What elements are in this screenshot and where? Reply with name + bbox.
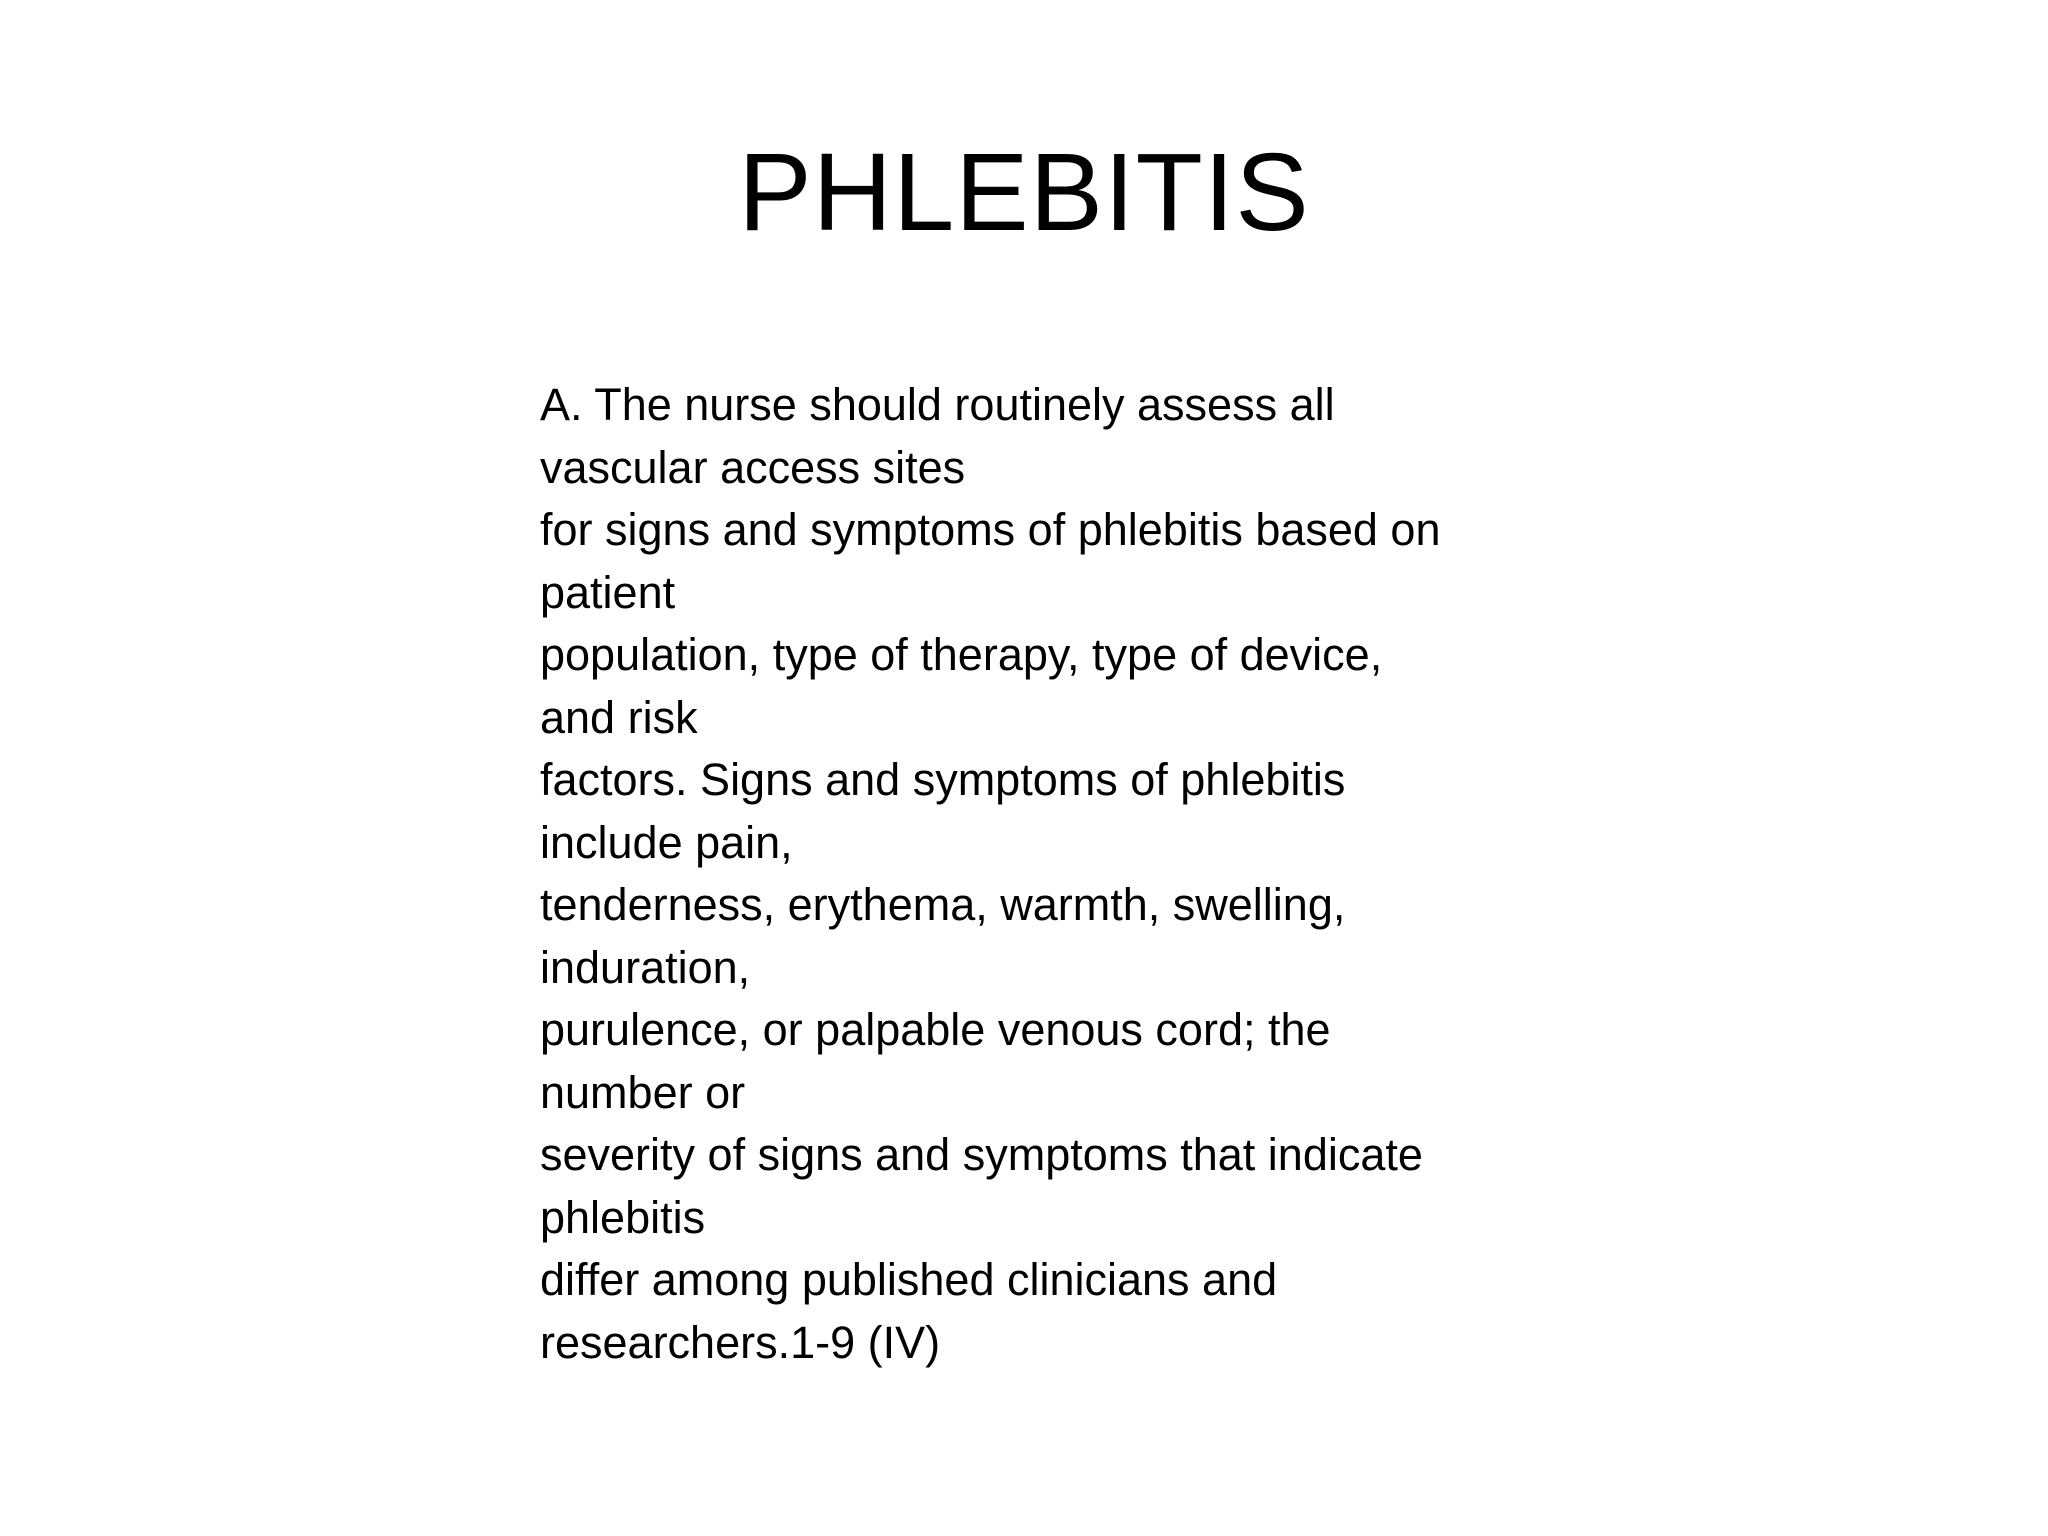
body-line: phlebitis [540, 1191, 706, 1243]
slide-title: PHLEBITIS [738, 131, 1310, 254]
body-line: factors. Signs and symptoms of phlebitis [540, 754, 1346, 805]
body-line: researchers.1-9 (IV) [540, 1316, 941, 1368]
slide-body [540, 374, 1540, 1374]
body-line: patient [540, 566, 676, 618]
body-line: include pain, [540, 816, 793, 868]
body-line: purulence, or palpable venous cord; the [540, 1004, 1331, 1055]
body-line: number or [540, 1066, 746, 1118]
body-line: for signs and symptoms of phlebitis based on [540, 504, 1441, 555]
body-line: differ among published clinicians and [540, 1254, 1278, 1305]
body-line: tenderness, erythema, warmth, swelling, [540, 879, 1346, 930]
body-line: and risk [540, 691, 698, 743]
body-line: severity of signs and symptoms that indicate [540, 1129, 1423, 1180]
body-line: population, type of therapy, type of device, [540, 629, 1383, 680]
body-line: induration, [540, 941, 751, 993]
body-line: A. The nurse should routinely assess all [540, 379, 1335, 430]
body-line: vascular access sites [540, 441, 966, 493]
